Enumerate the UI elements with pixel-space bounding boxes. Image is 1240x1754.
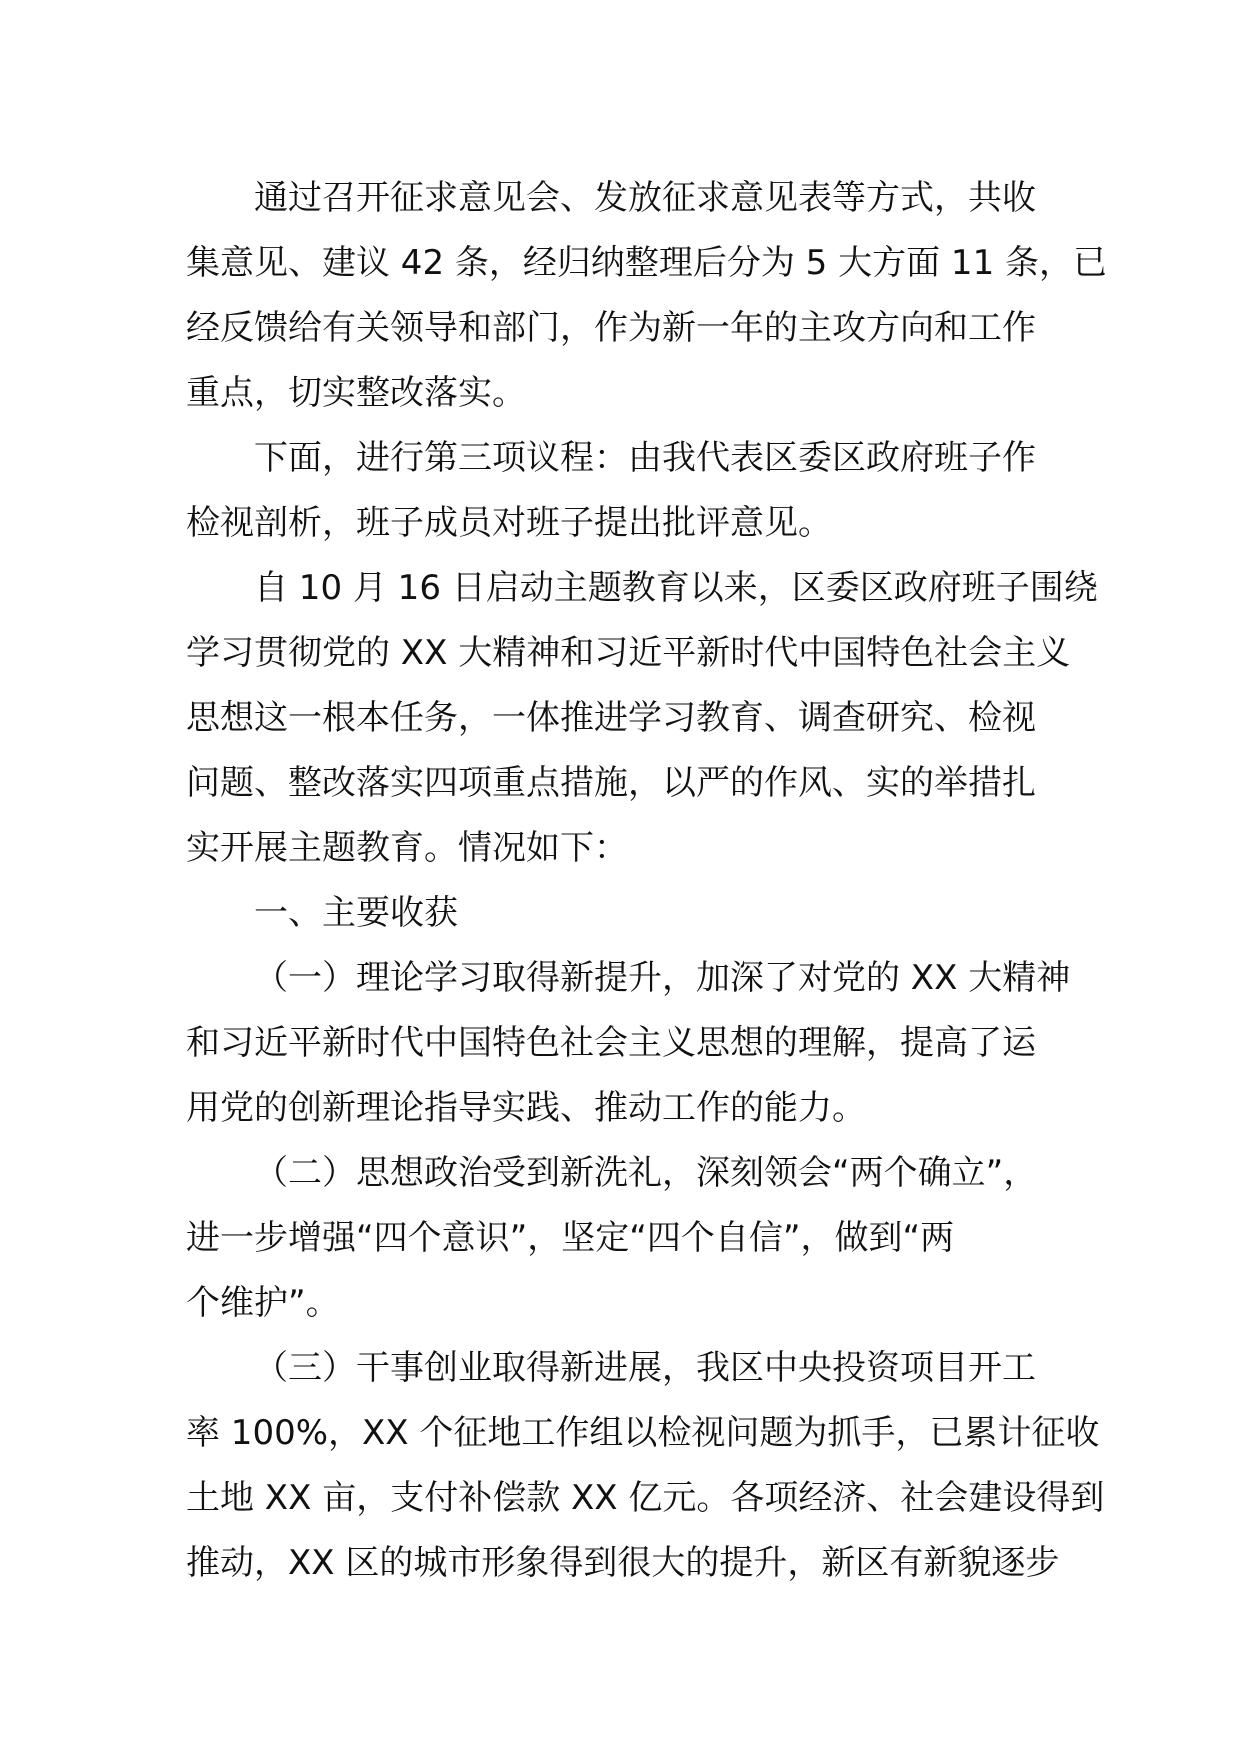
- section-heading: [186, 881, 1066, 946]
- text-line: 通过召开征求意见会、发放征求意见表等方式，共收: [254, 178, 1036, 218]
- text-line: （三）干事创业取得新进展，我区中央投资项目开工: [254, 1348, 1036, 1388]
- paragraph-gain-3: [186, 1336, 1105, 1596]
- text-line: 学习贯彻党的 XX 大精神和习近平新时代中国特色社会主义: [186, 633, 1071, 673]
- text-line: 集意见、建议 42 条，经归纳整理后分为 5 大方面 11 条，已: [186, 243, 1108, 283]
- text-line: 思想这一根本任务，一体推进学习教育、调查研究、检视: [186, 698, 1036, 738]
- text-line: 和习近平新时代中国特色社会主义思想的理解，提高了运: [186, 1023, 1036, 1063]
- text-line: 检视剖析，班子成员对班子提出批评意见。: [186, 503, 832, 543]
- paragraph-gain-2: [186, 1141, 1066, 1336]
- text-line: 推动，XX 区的城市形象得到很大的提升，新区有新貌逐步: [186, 1543, 1060, 1583]
- text-line: 经反馈给有关领导和部门，作为新一年的主攻方向和工作: [186, 308, 1036, 348]
- text-line: 下面，进行第三项议程：由我代表区委区政府班子作: [254, 438, 1036, 478]
- text-line: （二）思想政治受到新洗礼，深刻领会“两个确立”，: [254, 1153, 1038, 1193]
- text-line: 自 10 月 16 日启动主题教育以来，区委区政府班子围绕: [254, 568, 1098, 608]
- text-line: 实开展主题教育。情况如下：: [186, 828, 628, 868]
- text-line: 土地 XX 亩，支付补偿款 XX 亿元。各项经济、社会建设得到: [186, 1478, 1105, 1518]
- text-line: 率 100%，XX 个征地工作组以检视问题为抓手，已累计征收: [186, 1413, 1100, 1453]
- text-line: 个维护”。: [186, 1283, 340, 1323]
- text-line: （一）理论学习取得新提升，加深了对党的 XX 大精神: [254, 958, 1071, 998]
- paragraph-agenda-item: [186, 426, 1066, 556]
- text-line: 重点，切实整改落实。: [186, 373, 526, 413]
- text-line: 用党的创新理论指导实践、推动工作的能力。: [186, 1088, 866, 1128]
- document-body: [186, 166, 1108, 1596]
- paragraph-gain-1: [186, 946, 1071, 1141]
- text-line: 进一步增强“四个意识”，坚定“四个自信”，做到“两: [186, 1218, 955, 1258]
- heading-main-gains: 一、主要收获: [254, 893, 458, 933]
- paragraph-education-overview: [186, 556, 1098, 881]
- text-line: 问题、整改落实四项重点措施，以严的作风、实的举措扎: [186, 763, 1036, 803]
- paragraph-feedback-summary: [186, 166, 1108, 426]
